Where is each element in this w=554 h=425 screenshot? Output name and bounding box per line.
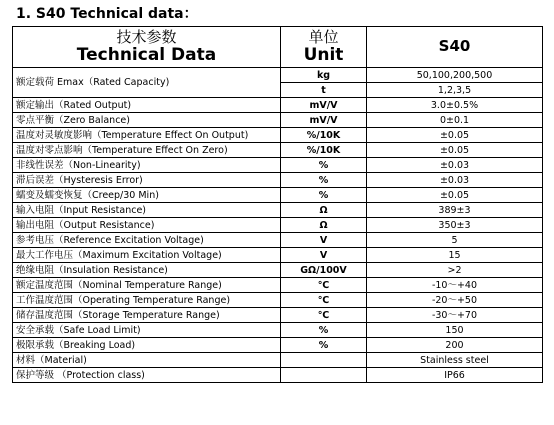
row-unit: Ω: [281, 203, 367, 218]
row-parameter: 额定载荷 Emax（Rated Capacity): [13, 68, 281, 98]
row-unit: [281, 368, 367, 383]
row-value: ±0.03: [367, 173, 543, 188]
row-parameter: 零点平衡（Zero Balance): [13, 113, 281, 128]
row-value: 3.0±0.5%: [367, 98, 543, 113]
row-unit: %: [281, 188, 367, 203]
row-unit: mV/V: [281, 113, 367, 128]
row-unit: %: [281, 158, 367, 173]
row-parameter: 蠕变及蠕变恢复（Creep/30 Min): [13, 188, 281, 203]
row-value: 1,2,3,5: [367, 83, 543, 98]
table-row: [13, 338, 543, 353]
table-row: [13, 248, 543, 263]
header-unit-cn: 单位: [308, 28, 339, 46]
row-parameter: 温度对零点影响（Temperature Effect On Zero): [13, 143, 281, 158]
table-row: [13, 188, 543, 203]
header-parameter: [13, 27, 281, 68]
row-value: ±0.05: [367, 188, 543, 203]
header-unit: [281, 27, 367, 68]
row-unit: ℃: [281, 278, 367, 293]
row-unit: ℃: [281, 308, 367, 323]
table-row: [13, 308, 543, 323]
row-unit: ℃: [281, 293, 367, 308]
row-value: 150: [367, 323, 543, 338]
table-row: [13, 278, 543, 293]
header-model-label: S40: [438, 36, 471, 55]
table-row: [13, 173, 543, 188]
row-unit: %/10K: [281, 143, 367, 158]
row-parameter: 额定输出（Rated Output): [13, 98, 281, 113]
header-model: [367, 27, 543, 68]
row-unit: %/10K: [281, 128, 367, 143]
row-parameter: 输出电阻（Output Resistance): [13, 218, 281, 233]
row-parameter: 输入电阻（Input Resistance): [13, 203, 281, 218]
row-value: -20～+50: [367, 293, 543, 308]
row-value: 0±0.1: [367, 113, 543, 128]
row-value: 200: [367, 338, 543, 353]
row-parameter: 绝缘电阻（Insulation Resistance): [13, 263, 281, 278]
table-row: [13, 368, 543, 383]
row-unit: kg: [281, 68, 367, 83]
row-unit: mV/V: [281, 98, 367, 113]
table-row: [13, 233, 543, 248]
row-unit: %: [281, 173, 367, 188]
row-parameter: 安全承载（Safe Load Limit): [13, 323, 281, 338]
row-parameter: 材料（Material): [13, 353, 281, 368]
row-parameter: 极限承载（Breaking Load): [13, 338, 281, 353]
row-unit: %: [281, 323, 367, 338]
table-row: [13, 293, 543, 308]
row-parameter: 额定温度范围（Nominal Temperature Range): [13, 278, 281, 293]
table-row: [13, 218, 543, 233]
header-unit-en: Unit: [303, 45, 344, 65]
row-value: 350±3: [367, 218, 543, 233]
row-unit: [281, 353, 367, 368]
row-parameter: 滞后误差（Hysteresis Error): [13, 173, 281, 188]
row-value: ±0.05: [367, 128, 543, 143]
row-parameter: 储存温度范围（Storage Temperature Range): [13, 308, 281, 323]
row-value: Stainless steel: [367, 353, 543, 368]
row-unit: GΩ/100V: [281, 263, 367, 278]
table-row: [13, 158, 543, 173]
table-row: [13, 68, 543, 83]
row-unit: t: [281, 83, 367, 98]
row-parameter: 保护等级 （Protection class): [13, 368, 281, 383]
row-parameter: 参考电压（Reference Excitation Voltage): [13, 233, 281, 248]
row-parameter: 温度对灵敏度影响（Temperature Effect On Output): [13, 128, 281, 143]
row-value: -30～+70: [367, 308, 543, 323]
row-value: >2: [367, 263, 543, 278]
row-unit: Ω: [281, 218, 367, 233]
row-parameter: 最大工作电压（Maximum Excitation Voltage): [13, 248, 281, 263]
table-row: [13, 203, 543, 218]
table-row: [13, 128, 543, 143]
row-value: ±0.03: [367, 158, 543, 173]
table-row: [13, 353, 543, 368]
header-parameter-cn: 技术参数: [116, 28, 177, 46]
row-unit: V: [281, 248, 367, 263]
row-parameter: 工作温度范围（Operating Temperature Range): [13, 293, 281, 308]
table-header-row: [13, 27, 543, 68]
section-heading: 1. S40 Technical data：: [16, 6, 198, 22]
table-row: [13, 323, 543, 338]
row-parameter: 非线性误差（Non-Linearity): [13, 158, 281, 173]
row-value: IP66: [367, 368, 543, 383]
row-value: 50,100,200,500: [367, 68, 543, 83]
row-value: 5: [367, 233, 543, 248]
table-row: [13, 263, 543, 278]
row-value: ±0.05: [367, 143, 543, 158]
row-unit: V: [281, 233, 367, 248]
row-value: -10～+40: [367, 278, 543, 293]
header-parameter-en: Technical Data: [76, 45, 217, 65]
table-row: [13, 143, 543, 158]
row-unit: %: [281, 338, 367, 353]
table-row: [13, 113, 543, 128]
row-value: 389±3: [367, 203, 543, 218]
row-value: 15: [367, 248, 543, 263]
technical-data-table: [12, 26, 543, 383]
table-row: [13, 98, 543, 113]
